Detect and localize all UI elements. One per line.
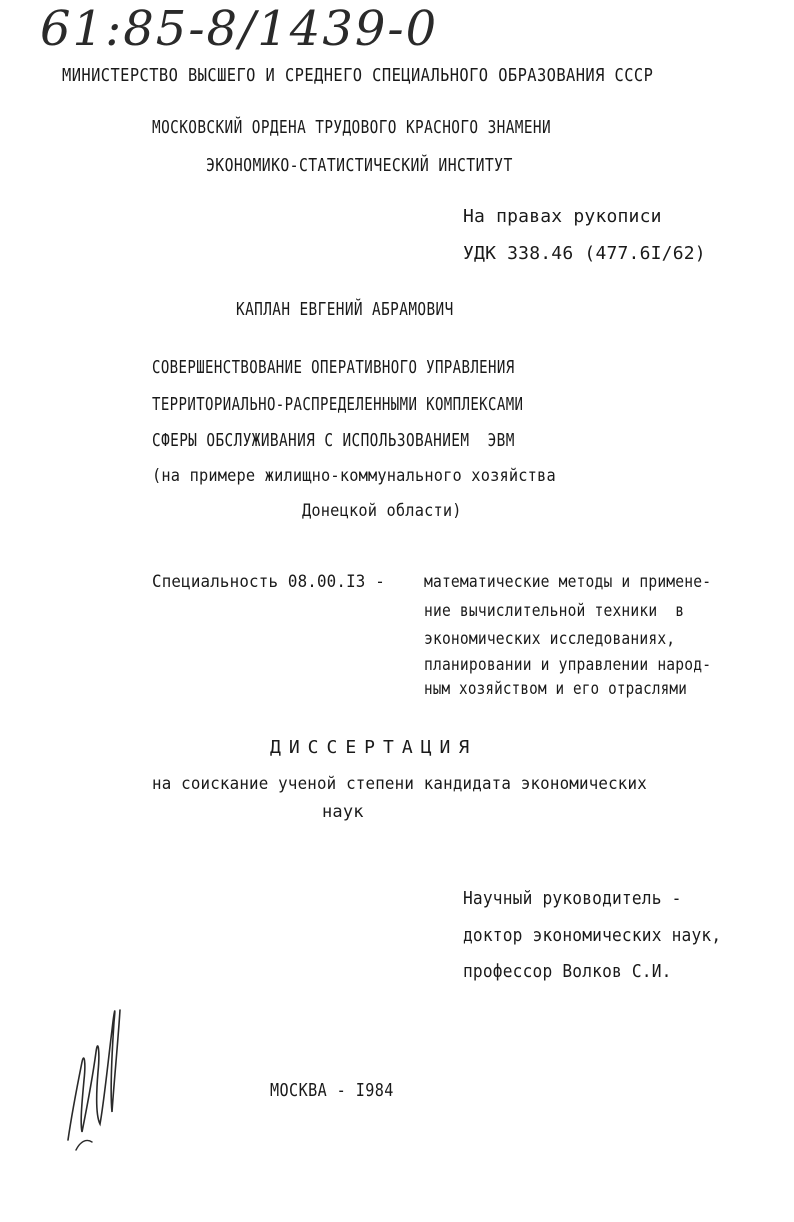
- author-name: КАПЛАН ЕВГЕНИЙ АБРАМОВИЧ: [236, 299, 454, 320]
- ministry-heading: МИНИСТЕРСТВО ВЫСШЕГО И СРЕДНЕГО СПЕЦИАЛЬНОГО ОБРАЗОВАНИЯ СССР: [62, 65, 654, 86]
- thesis-title-line-5: Донецкой области): [302, 501, 462, 521]
- thesis-title-line-1: СОВЕРШЕНСТВОВАНИЕ ОПЕРАТИВНОГО УПРАВЛЕНИЯ: [152, 357, 515, 378]
- degree-line-2: наук: [322, 802, 364, 822]
- place-and-year: МОСКВА - I984: [270, 1080, 394, 1101]
- specialty-line-2: ние вычислительной техники в: [424, 601, 685, 621]
- institute-line-1: МОСКОВСКИЙ ОРДЕНА ТРУДОВОГО КРАСНОГО ЗНАМЕНИ: [152, 117, 552, 138]
- supervisor-line-1: Научный руководитель -: [463, 888, 682, 909]
- institute-line-2: ЭКОНОМИКО-СТАТИСТИЧЕСКИЙ ИНСТИТУТ: [206, 155, 513, 176]
- thesis-title-line-4: (на примере жилищно-коммунального хозяйства: [152, 466, 556, 486]
- specialty-line-4: планировании и управлении народ-: [424, 655, 712, 675]
- specialty-line-1: математические методы и примене-: [424, 572, 712, 592]
- degree-line-1: на соискание ученой степени кандидата экономических: [152, 774, 647, 794]
- supervisor-line-2: доктор экономических наук,: [463, 925, 722, 946]
- thesis-title-line-2: ТЕРРИТОРИАЛЬНО-РАСПРЕДЕЛЕННЫМИ КОМПЛЕКСАМИ: [152, 394, 524, 415]
- supervisor-line-3: профессор Волков С.И.: [463, 961, 672, 982]
- specialty-label: Специальность 08.00.I3 -: [152, 572, 385, 592]
- specialty-line-3: экономических исследованиях,: [424, 629, 676, 649]
- specialty-line-5: ным хозяйством и его отраслями: [424, 679, 687, 699]
- signature-mark: [62, 992, 132, 1154]
- udk-code: УДК 338.46 (477.6I/62): [463, 243, 706, 264]
- document-type-heading: ДИССЕРТАЦИЯ: [270, 737, 478, 758]
- manuscript-rights-note: На правах рукописи: [463, 206, 662, 227]
- thesis-title-line-3: СФЕРЫ ОБСЛУЖИВАНИЯ С ИСПОЛЬЗОВАНИЕМ ЭВМ: [152, 430, 515, 451]
- archive-number-handwritten: 61:85-8/1439-0: [40, 1, 439, 57]
